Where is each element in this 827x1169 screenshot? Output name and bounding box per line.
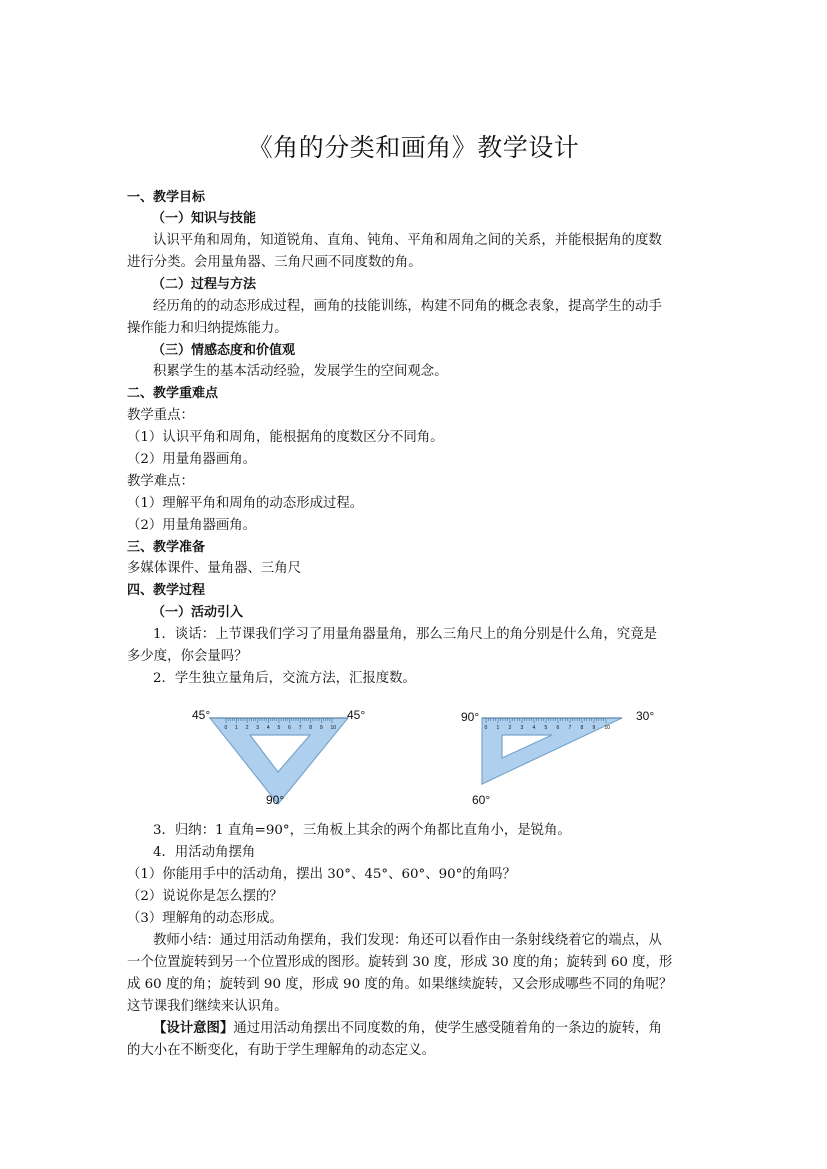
angle-label: 45° xyxy=(347,708,366,722)
paragraph-line: 多媒体课件、量角器、三角尺 xyxy=(127,561,302,576)
paragraph-line: 进行分类。会用量角器、三角尺画不同度数的角。 xyxy=(127,255,422,270)
paragraph-line: 多少度，你会量吗？ xyxy=(127,649,248,664)
paragraph-line: 3．归纳：1 直角=90°，三角板上其余的两个角都比直角小，是锐角。 xyxy=(153,823,571,838)
paragraph-line: 成 60 度的角；旋转到 90 度，形成 90 度的角。如果继续旋转，又会形成哪些不同的角呢？ xyxy=(127,977,673,992)
key-label: 教学重点： xyxy=(127,408,194,423)
paragraph-line: 4．用活动角摆角 xyxy=(153,845,256,860)
list-item: （2）用量角器画角。 xyxy=(127,518,257,533)
paragraph-line: 2．学生独立量角后，交流方法，汇报度数。 xyxy=(153,671,416,686)
design-intent-text: 通过用活动角摆出不同度数的角，使学生感受随着角的一条边的旋转，角 xyxy=(233,1021,662,1036)
ruler-number: 0 xyxy=(484,725,488,731)
ruler-number: 7 xyxy=(568,725,572,731)
section-heading-process: 四、教学过程 xyxy=(127,583,206,598)
section-heading-goals: 一、教学目标 xyxy=(127,190,206,205)
paragraph-line: 一个位置旋转到另一个位置形成的图形。旋转到 30 度，形成 30 度的角；旋转到 60 度，形 xyxy=(127,955,673,970)
right-triangle-ruler xyxy=(461,709,654,807)
difficulty-label: 教学难点： xyxy=(127,474,194,489)
ruler-number: 3 xyxy=(520,725,524,731)
subheading-attitude: （三）情感态度和价值观 xyxy=(152,343,296,358)
ruler-number: 8 xyxy=(580,725,584,731)
angle-label: 30° xyxy=(636,709,655,723)
ruler-number: 3 xyxy=(256,725,260,731)
ruler-number: 5 xyxy=(277,725,281,731)
angle-label: 60° xyxy=(472,793,491,807)
page-title: 《角的分类和画角》教学设计 xyxy=(247,133,580,162)
angle-label: 45° xyxy=(192,708,211,722)
angle-label: 90° xyxy=(461,710,480,724)
angle-label: 90° xyxy=(266,793,285,807)
paragraph-line: 经历角的的动态形成过程，画角的技能训练，构建不同角的概念表象，提高学生的动手 xyxy=(153,299,662,314)
list-item: （1）你能用手中的活动角，摆出 30°、45°、60°、90°的角吗？ xyxy=(127,867,516,882)
design-intent-label: 【设计意图】 xyxy=(153,1021,234,1036)
left-triangle-ruler xyxy=(192,708,365,807)
ruler-number: 4 xyxy=(532,725,536,731)
paragraph-line: 认识平角和周角，知道锐角、直角、钝角、平角和周角之间的关系，并能根据角的度数 xyxy=(153,233,662,248)
list-item: （3）理解角的动态形成。 xyxy=(127,911,283,926)
ruler-number: 10 xyxy=(330,725,337,731)
section-heading-keypoints: 二、教学重难点 xyxy=(127,386,219,401)
paragraph-line: 教师小结：通过用活动角摆角，我们发现：角还可以看作由一条射线绕着它的端点，从 xyxy=(153,933,662,948)
paragraph-line: 操作能力和归纳提炼能力。 xyxy=(127,321,288,336)
list-item: （2）说说你是怎么摆的？ xyxy=(127,889,283,904)
paragraph-line: 积累学生的基本活动经验，发展学生的空间观念。 xyxy=(153,364,448,379)
subheading-intro: （一）活动引入 xyxy=(152,605,244,620)
paragraph-line xyxy=(153,1018,733,1040)
subheading-process: （二）过程与方法 xyxy=(152,277,257,292)
paragraph-line: 1．谈话：上节课我们学习了用量角器量角，那么三角尺上的角分别是什么角，究竟是 xyxy=(153,627,657,642)
ruler-number: 10 xyxy=(604,725,611,731)
subheading-knowledge: （一）知识与技能 xyxy=(152,211,257,226)
paragraph-line: 的大小在不断变化，有助于学生理解角的动态定义。 xyxy=(127,1043,435,1058)
ruler-number: 0 xyxy=(224,725,228,731)
list-item: （2）用量角器画角。 xyxy=(127,452,257,467)
ruler-number: 1 xyxy=(235,725,238,731)
ruler-number: 7 xyxy=(298,725,302,731)
ruler-number: 2 xyxy=(245,725,249,731)
ruler-number: 5 xyxy=(544,725,548,731)
section-heading-preparation: 三、教学准备 xyxy=(127,540,206,555)
triangle-rulers-figure xyxy=(180,700,700,812)
ruler-number: 9 xyxy=(592,725,596,731)
ruler-number: 2 xyxy=(508,725,512,731)
ruler-number: 6 xyxy=(288,725,291,731)
list-item: （1）理解平角和周角的动态形成过程。 xyxy=(127,496,364,511)
ruler-number: 4 xyxy=(266,725,270,731)
paragraph-line: 这节课我们继续来认识角。 xyxy=(127,999,288,1014)
ruler-number: 9 xyxy=(319,725,323,731)
list-item: （1）认识平角和周角，能根据角的度数区分不同角。 xyxy=(127,430,444,445)
ruler-number: 6 xyxy=(556,725,560,731)
ruler-number: 1 xyxy=(496,725,500,731)
ruler-number: 8 xyxy=(309,725,313,731)
